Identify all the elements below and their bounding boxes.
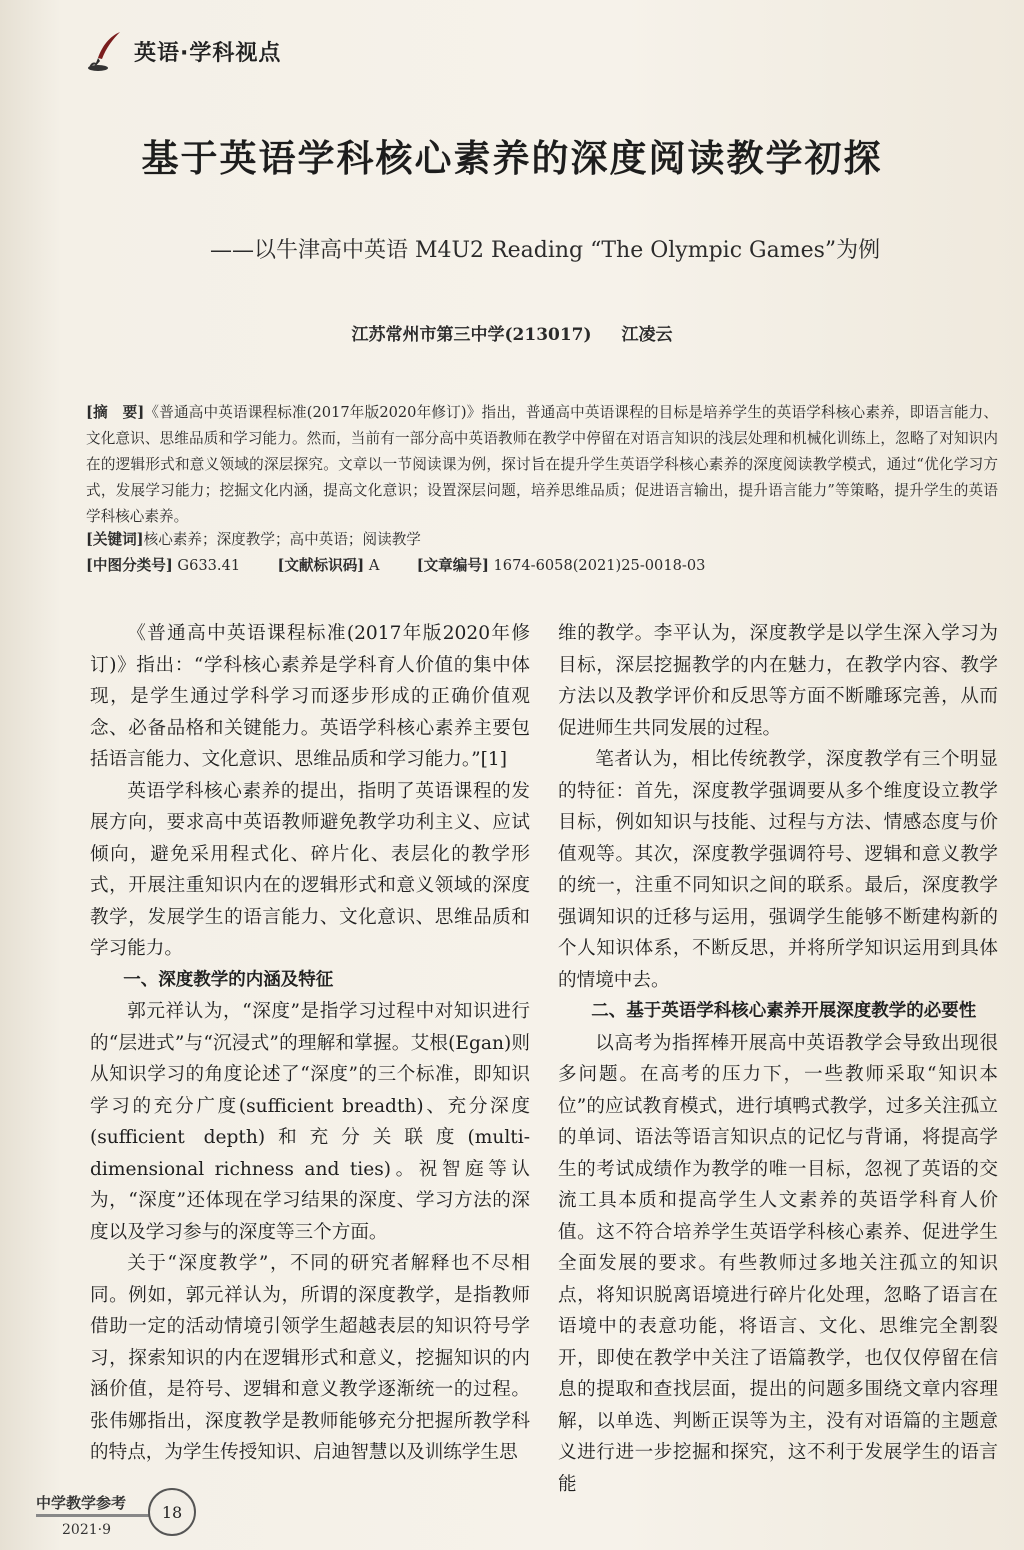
article-number-label: [文章编号]	[416, 557, 489, 574]
article-subtitle: ——以牛津高中英语 M4U2 Reading “The Olympic Games”为例	[210, 238, 881, 263]
page-number-text: 18	[161, 1502, 183, 1522]
author-line	[0, 320, 1024, 345]
clc-value: G633.41	[177, 557, 241, 574]
paragraph: 关于“深度教学”，不同的研究者解释也不尽相同。例如，郭元祥认为，所谓的深度教学，是指教师借助一定的活动情境引领学生超越表层的知识符号学习，探索知识的内在逻辑形式和意义，挖掘知识的内涵价值，是符号、逻辑和意义教学逐渐统一的过程。张伟娜指出，深度教学是教师能够充分把握所教学科的特点，为学生传授知识、启迪智慧以及训练学生思	[90, 1253, 530, 1463]
abstract-text: 《普通高中英语课程标准(2017年版2020年修订)》指出，普通高中英语课程的目标是培养学生的英语学科核心素养，即语言能力、文化意识、思维品质和学习能力。然而，当前有一部分高中英语教师在教学中停留在对语言知识的浅层处理和机械化训练上，忽略了对知识内在的逻辑形式和意义领域的深层探究。文章以一节阅读课为例，探讨旨在提升学生英语学科核心素养的深度阅读教学模式，通过“优化学习方式，发展学习能力；挖掘文化内涵，提高文化意识；设置深层问题，培养思维品质；促进语言输出，提升语言能力”等策略，提升学生的英语学科核心素养。	[86, 404, 999, 525]
article-number-value: 1674-6058(2021)25-0018-03	[493, 557, 706, 574]
footer-journal-name: 中学教学参考	[36, 1494, 127, 1512]
classification-row	[86, 554, 998, 575]
section-header	[82, 26, 281, 76]
doc-code-label: [文献标识码]	[277, 557, 365, 574]
paragraph: 《普通高中英语课程标准(2017年版2020年修订)》指出：“学科核心素养是学科育人价值的集中体现，是学生通过学科学习而逐步形成的正确价值观念、必备品格和关键能力。英语学科核心素养主要包括语言能力、文化意识、思维品质和学习能力。”[1]	[90, 623, 530, 770]
paragraph: 笔者认为，相比传统教学，深度教学有三个明显的特征：首先，深度教学强调要从多个维度设立教学目标，例如知识与技能、过程与方法、情感态度与价值观等。其次，深度教学强调符号、逻辑和意义教学的统一，注重不同知识之间的联系。最后，深度教学强调知识的迁移与运用，强调学生能够不断建构新的个人知识体系，不断反思，并将所学知识运用到具体的情境中去。	[558, 749, 998, 991]
section-heading: 二、基于英语学科核心素养开展深度教学的必要性	[591, 1001, 977, 1021]
footer-date: 2021·9	[62, 1522, 111, 1538]
clc-label: [中图分类号]	[86, 557, 173, 574]
keywords-label: [关键词]	[86, 531, 144, 548]
section-title: 英语·学科视点	[134, 40, 282, 66]
paragraph: 以高考为指挥棒开展高中英语教学会导致出现很多问题。在高考的压力下，一些教师采取“知识本位”的应试教育模式，进行填鸭式教学，过多关注孤立的单词、语法等语言知识点的记忆与背诵，将提高学生的考试成绩作为教学的唯一目标，忽视了英语的交流工具本质和提高学生人文素养的英语学科育人价值。这不符合培养学生英语学科核心素养、促进学生全面发展的要求。有些教师过多地关注孤立的知识点，将知识脱离语境进行碎片化处理，忽略了语言在语境中的表意功能，将语言、文化、思维完全割裂开，即使在教学中关注了语篇教学，也仅仅停留在信息的提取和查找层面，提出的问题多围绕文章内容理解，以单选、判断正误等为主，没有对语篇的主题意义进行进一步挖掘和探究，这不利于发展学生的语言能	[558, 1032, 998, 1495]
page-number	[148, 1488, 196, 1536]
article-title: 基于英语学科核心素养的深度阅读教学初探	[141, 137, 883, 180]
paragraph: 郭元祥认为，“深度”是指学习过程中对知识进行的“层进式”与“沉浸式”的理解和掌握。艾根(Egan)则从知识学习的角度论述了“深度”的三个标准，即知识学习的充分广度(sufficient breadth)、充分深度(sufficient depth)和充分关联度(multi-dimensional richness and ties)。祝智庭等认为，“深度”还体现在学习结果的深度、学习方法的深度以及学习参与的深度等三个方面。	[90, 1001, 530, 1243]
body-column-left	[90, 618, 530, 1469]
section-heading: 一、深度教学的内涵及特征	[123, 969, 334, 990]
paragraph: 英语学科核心素养的提出，指明了英语课程的发展方向，要求高中英语教师避免教学功利主义、应试倾向，避免采用程式化、碎片化、表层化的教学形式，开展注重知识内在的逻辑形式和意义领域的深度教学，发展学生的语言能力、文化意识、思维品质和学习能力。	[90, 780, 530, 959]
doc-code-value: A	[368, 557, 380, 574]
keywords-row	[86, 528, 998, 549]
body-column-right	[558, 618, 998, 1500]
abstract	[86, 400, 998, 530]
paragraph: 维的教学。李平认为，深度教学是以学生深入学习为目标，深层挖掘教学的内在魅力，在教学内容、教学方法以及教学评价和反思等方面不断雕琢完善，从而促进师生共同发展的过程。	[558, 623, 998, 739]
abstract-label: [摘 要]	[86, 404, 145, 421]
footer-divider	[36, 1514, 156, 1517]
quill-pen-icon	[82, 28, 128, 74]
author-affiliation: 江苏常州市第三中学(213017)	[351, 325, 592, 345]
keywords-text: 核心素养；深度教学；高中英语；阅读教学	[143, 531, 421, 548]
author-name: 江凌云	[621, 325, 673, 345]
